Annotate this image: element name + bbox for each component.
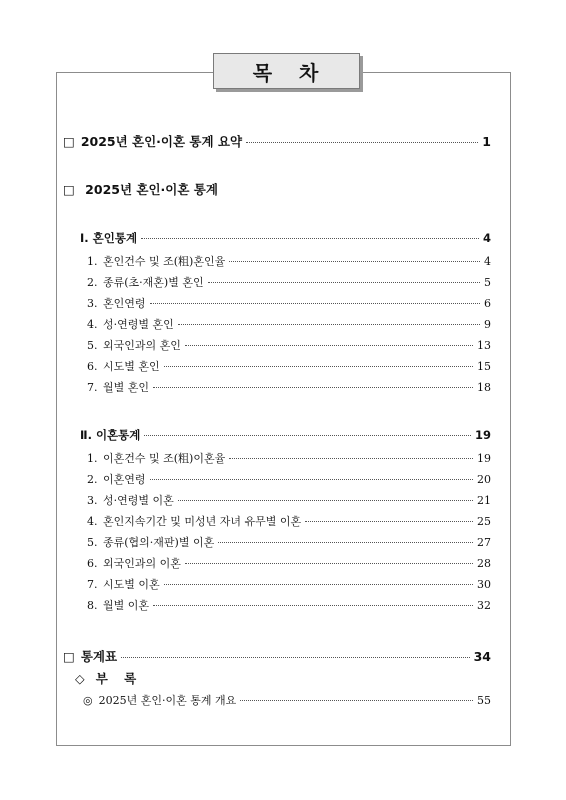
toc-heading-label: 부 록 <box>95 671 143 686</box>
toc-item-label: 시도별 이혼 <box>103 578 160 591</box>
toc-section-page: 4 <box>482 231 491 245</box>
toc-item[interactable]: 1. 이혼건수 및 조(粗)이혼율 19 <box>87 452 491 465</box>
toc-section-label: Ⅰ. 혼인통계 <box>80 231 138 245</box>
toc-heading-appendix[interactable] <box>75 668 142 687</box>
toc-item-page: 4 <box>484 255 491 268</box>
dot-leader <box>164 584 473 585</box>
dot-leader <box>218 542 473 543</box>
dot-leader <box>240 700 473 701</box>
toc-item[interactable]: 2. 종류(초·재혼)별 혼인 5 <box>87 276 491 289</box>
toc-item-label: 월별 이혼 <box>103 599 150 612</box>
toc-title: 목 차 <box>213 53 360 89</box>
toc-entry-page: 1 <box>482 134 491 149</box>
toc-appendix-item[interactable] <box>83 692 491 708</box>
toc-frame <box>56 72 511 746</box>
toc-heading-stats[interactable] <box>63 180 218 198</box>
toc-item[interactable]: 7. 월별 혼인 18 <box>87 381 491 394</box>
dot-leader <box>185 345 473 346</box>
toc-item-label: 종류(초·재혼)별 혼인 <box>103 276 204 289</box>
dot-leader <box>185 563 473 564</box>
toc-item-label: 성·연령별 혼인 <box>103 318 174 331</box>
toc-item-label: 혼인연령 <box>103 297 146 310</box>
toc-item[interactable]: 4. 혼인지속기간 및 미성년 자녀 유무별 이혼 25 <box>87 515 491 528</box>
toc-entry-tables[interactable] <box>63 647 491 665</box>
toc-section-label: Ⅱ. 이혼통계 <box>80 428 141 442</box>
dot-leader <box>141 238 479 239</box>
square-bullet-icon: □ <box>63 649 75 664</box>
toc-entry-page: 34 <box>473 649 491 664</box>
diamond-bullet-icon: ◇ <box>75 671 91 686</box>
dot-leader <box>178 324 480 325</box>
square-bullet-icon: □ <box>63 134 75 149</box>
toc-item-page: 13 <box>477 339 491 352</box>
toc-item-label: 시도별 혼인 <box>103 360 160 373</box>
toc-entry-label: 2025년 혼인·이혼 통계 요약 <box>80 134 243 149</box>
toc-item[interactable]: 3. 성·연령별 이혼 21 <box>87 494 491 507</box>
dot-leader <box>164 366 473 367</box>
toc-item[interactable]: 1. 혼인건수 및 조(粗)혼인율 4 <box>87 255 491 268</box>
toc-item-label: 종류(협의·재판)별 이혼 <box>103 536 215 549</box>
dot-leader <box>246 142 478 143</box>
toc-item-label: 이혼연령 <box>103 473 146 486</box>
square-bullet-icon: □ <box>63 182 75 197</box>
toc-item[interactable]: 7. 시도별 이혼 30 <box>87 578 491 591</box>
toc-item-label: 2025년 혼인·이혼 통계 개요 <box>98 694 237 707</box>
toc-item[interactable]: 8. 월별 이혼 32 <box>87 599 491 612</box>
toc-item-label: 월별 혼인 <box>103 381 150 394</box>
toc-section-page: 19 <box>474 428 491 442</box>
toc-section-divorce[interactable] <box>80 427 491 443</box>
toc-item-page: 19 <box>477 452 491 465</box>
toc-item[interactable]: 5. 종류(협의·재판)별 이혼 27 <box>87 536 491 549</box>
toc-item-page: 18 <box>477 381 491 394</box>
dot-leader <box>208 282 480 283</box>
dot-leader <box>229 458 473 459</box>
dot-leader <box>150 479 473 480</box>
dot-leader <box>153 387 473 388</box>
toc-section-marriage[interactable] <box>80 230 491 246</box>
toc-item-page: 21 <box>477 494 491 507</box>
toc-item-page: 9 <box>484 318 491 331</box>
toc-item-page: 27 <box>477 536 491 549</box>
toc-entry-label: 통계표 <box>80 649 118 664</box>
dot-leader <box>150 303 480 304</box>
toc-item-page: 20 <box>477 473 491 486</box>
toc-item-page: 30 <box>477 578 491 591</box>
toc-entry-summary[interactable] <box>63 132 491 150</box>
toc-item[interactable]: 5. 외국인과의 혼인 13 <box>87 339 491 352</box>
toc-item-page: 55 <box>477 694 491 707</box>
toc-item-label: 성·연령별 이혼 <box>103 494 174 507</box>
toc-item-label: 이혼건수 및 조(粗)이혼율 <box>103 452 226 465</box>
double-circle-bullet-icon: ◎ <box>83 694 93 707</box>
toc-item-page: 15 <box>477 360 491 373</box>
toc-item-label: 혼인지속기간 및 미성년 자녀 유무별 이혼 <box>103 515 302 528</box>
toc-item[interactable]: 3. 혼인연령 6 <box>87 297 491 310</box>
dot-leader <box>121 657 470 658</box>
toc-item[interactable]: 2. 이혼연령 20 <box>87 473 491 486</box>
toc-item-page: 28 <box>477 557 491 570</box>
toc-item-label: 혼인건수 및 조(粗)혼인율 <box>103 255 226 268</box>
toc-item[interactable]: 6. 시도별 혼인 15 <box>87 360 491 373</box>
dot-leader <box>305 521 473 522</box>
dot-leader <box>229 261 480 262</box>
toc-item-page: 6 <box>484 297 491 310</box>
dot-leader <box>178 500 473 501</box>
dot-leader <box>153 605 473 606</box>
toc-item-page: 32 <box>477 599 491 612</box>
toc-item-label: 외국인과의 혼인 <box>103 339 181 352</box>
toc-item-label: 외국인과의 이혼 <box>103 557 181 570</box>
toc-heading-label: 2025년 혼인·이혼 통계 <box>85 182 218 197</box>
dot-leader <box>144 435 471 436</box>
toc-item[interactable]: 6. 외국인과의 이혼 28 <box>87 557 491 570</box>
toc-item[interactable]: 4. 성·연령별 혼인 9 <box>87 318 491 331</box>
toc-item-page: 25 <box>477 515 491 528</box>
toc-item-page: 5 <box>484 276 491 289</box>
